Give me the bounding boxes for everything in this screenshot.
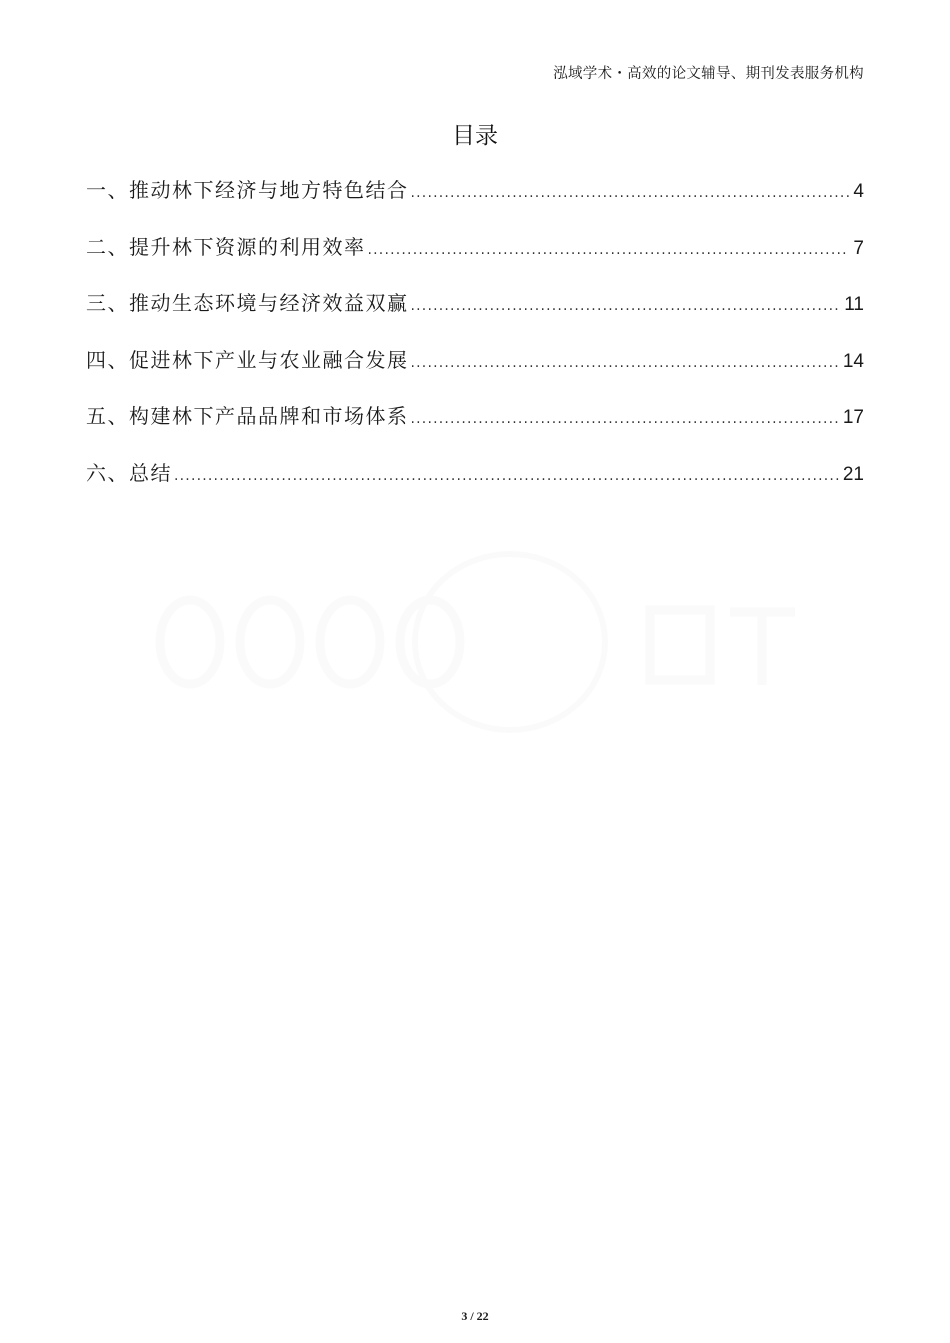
toc-leader-dots	[174, 468, 839, 484]
toc-entry-3[interactable]	[86, 287, 864, 344]
toc-entry-page: 14	[842, 350, 864, 372]
toc-entry-page: 7	[853, 237, 864, 259]
toc-entry-label: 五、构建林下产品品牌和市场体系	[86, 404, 409, 428]
toc-entry-label: 四、促进林下产业与农业融合发展	[86, 347, 409, 372]
toc-entry-5[interactable]	[86, 400, 864, 457]
toc-entry-page: 21	[842, 463, 864, 485]
toc-entry-page: 11	[844, 294, 864, 315]
watermark-logo	[145, 550, 805, 735]
toc-entry-label: 一、推动林下经济与地方特色结合	[86, 178, 409, 202]
toc-leader-dots	[411, 185, 850, 201]
toc-entry-1[interactable]	[86, 174, 864, 231]
toc-entry-page: 4	[853, 181, 864, 202]
toc-leader-dots	[368, 242, 850, 258]
toc-leader-dots	[411, 298, 841, 314]
toc-title: 目录	[452, 123, 498, 149]
toc-leader-dots	[411, 411, 839, 427]
page-header: 泓域学术・高效的论文辅导、期刊发表服务机构	[553, 66, 864, 82]
page-number: 3 / 22	[461, 1309, 489, 1323]
toc-entry-6[interactable]	[86, 457, 864, 514]
toc-entry-4[interactable]	[86, 344, 864, 401]
toc-entry-label: 二、提升林下资源的利用效率	[86, 234, 366, 259]
toc-entry-2[interactable]	[86, 231, 864, 288]
toc-entry-label: 三、推动生态环境与经济效益双赢	[86, 291, 409, 315]
table-of-contents	[86, 174, 864, 513]
toc-entry-page: 17	[842, 407, 864, 428]
toc-leader-dots	[411, 355, 839, 371]
toc-entry-label: 六、总结	[86, 460, 172, 485]
